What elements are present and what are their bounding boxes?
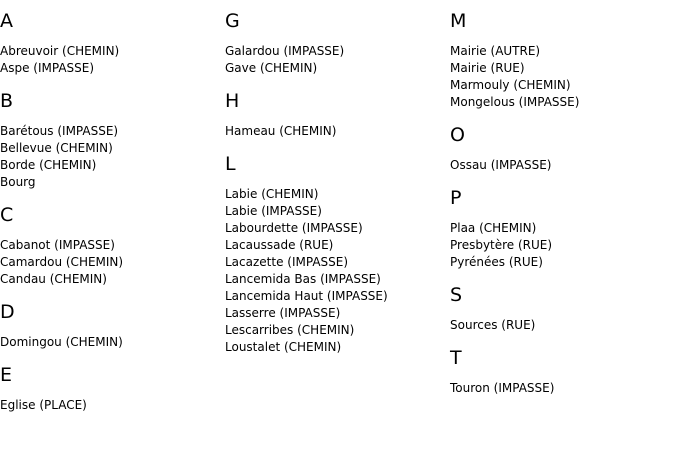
section-letter-heading: O <box>450 124 465 146</box>
street-item: Labie (IMPASSE) <box>225 204 322 218</box>
street-item: Camardou (CHEMIN) <box>0 255 124 269</box>
letter-section <box>450 185 670 271</box>
street-item: Sources (RUE) <box>450 318 536 332</box>
letter-section <box>0 299 220 351</box>
section-letter-heading: T <box>450 347 462 369</box>
section-letter-heading: B <box>0 90 14 112</box>
index-column <box>225 8 445 367</box>
street-item: Mongelous (IMPASSE) <box>450 95 580 109</box>
section-letter-heading: E <box>0 364 13 386</box>
street-item: Lasserre (IMPASSE) <box>225 306 341 320</box>
section-letter-heading: L <box>225 153 236 175</box>
street-item: Lacazette (IMPASSE) <box>225 255 349 269</box>
section-letter-heading: D <box>0 301 15 323</box>
street-item: Touron (IMPASSE) <box>450 381 555 395</box>
letter-section <box>225 8 445 77</box>
street-item: Lescarribes (CHEMIN) <box>225 323 355 337</box>
section-letter-heading: M <box>450 10 467 32</box>
street-item: Lancemida Haut (IMPASSE) <box>225 289 388 303</box>
street-item: Borde (CHEMIN) <box>0 158 97 172</box>
street-list <box>225 43 445 77</box>
street-item: Labourdette (IMPASSE) <box>225 221 363 235</box>
letter-section <box>450 8 670 111</box>
street-item: Hameau (CHEMIN) <box>225 124 337 138</box>
street-list <box>225 186 445 356</box>
street-item: Plaa (CHEMIN) <box>450 221 537 235</box>
letter-section <box>450 122 670 174</box>
letter-section <box>0 362 220 414</box>
section-letter-heading: H <box>225 90 240 112</box>
letter-section <box>225 88 445 140</box>
street-list <box>225 123 445 140</box>
street-list <box>450 157 670 174</box>
section-letter-heading: P <box>450 187 462 209</box>
letter-section <box>0 202 220 288</box>
street-item: Gave (CHEMIN) <box>225 61 318 75</box>
street-item: Eglise (PLACE) <box>0 398 87 412</box>
street-item: Mairie (AUTRE) <box>450 44 541 58</box>
street-item: Cabanot (IMPASSE) <box>0 238 115 252</box>
street-list <box>0 43 220 77</box>
street-item: Lancemida Bas (IMPASSE) <box>225 272 381 286</box>
section-letter-heading: S <box>450 284 463 306</box>
section-letter-heading: G <box>225 10 240 32</box>
street-item: Lacaussade (RUE) <box>225 238 334 252</box>
letter-section <box>450 345 670 397</box>
street-list <box>0 123 220 191</box>
street-item: Bellevue (CHEMIN) <box>0 141 113 155</box>
letter-section <box>450 282 670 334</box>
street-item: Mairie (RUE) <box>450 61 525 75</box>
street-item: Aspe (IMPASSE) <box>0 61 95 75</box>
letter-section <box>0 8 220 77</box>
street-item: Domingou (CHEMIN) <box>0 335 123 349</box>
street-list <box>0 237 220 288</box>
street-item: Pyrénées (RUE) <box>450 255 543 269</box>
street-item: Presbytère (RUE) <box>450 238 553 252</box>
street-item: Labie (CHEMIN) <box>225 187 319 201</box>
index-column <box>450 8 670 408</box>
street-item: Loustalet (CHEMIN) <box>225 340 342 354</box>
letter-section <box>225 151 445 356</box>
street-item: Ossau (IMPASSE) <box>450 158 552 172</box>
street-item: Candau (CHEMIN) <box>0 272 107 286</box>
street-item: Barétous (IMPASSE) <box>0 124 119 138</box>
section-letter-heading: A <box>0 10 13 32</box>
street-item: Marmouly (CHEMIN) <box>450 78 571 92</box>
street-list <box>0 397 220 414</box>
street-item: Bourg <box>0 175 36 189</box>
letter-section <box>0 88 220 191</box>
index-column <box>0 8 220 425</box>
street-list <box>450 220 670 271</box>
section-letter-heading: C <box>0 204 14 226</box>
street-list <box>0 334 220 351</box>
street-list <box>450 43 670 111</box>
street-item: Abreuvoir (CHEMIN) <box>0 44 120 58</box>
street-item: Galardou (IMPASSE) <box>225 44 345 58</box>
street-list <box>450 317 670 334</box>
street-list <box>450 380 670 397</box>
